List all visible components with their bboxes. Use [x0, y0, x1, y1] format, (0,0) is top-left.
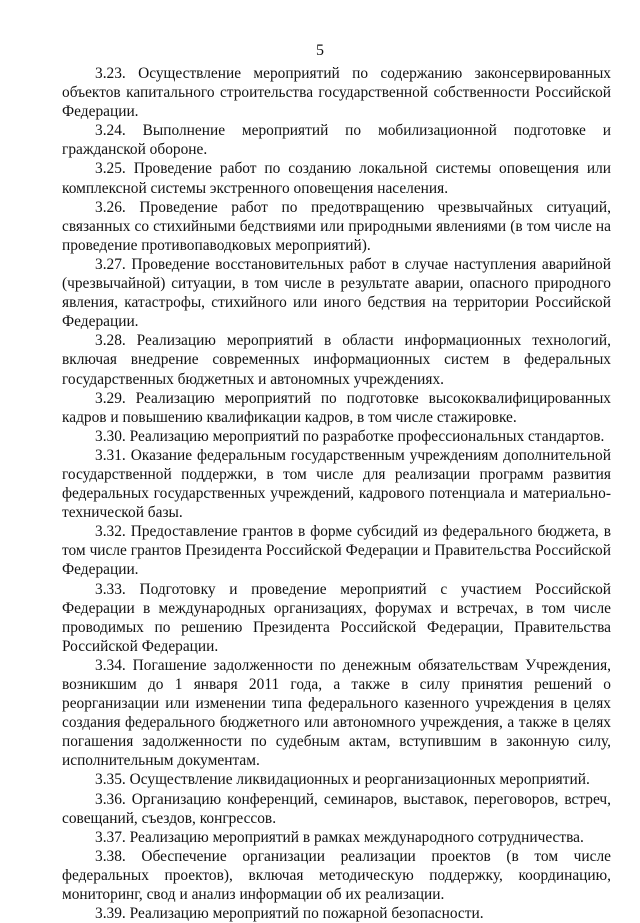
- clause-3-32: 3.32. Предоставление грантов в форме субсидий из федерального бюджета, в том числе грантов Президента Российской Федерации и Правительства Российской Федерации.: [62, 523, 611, 579]
- clause-3-27: 3.27. Проведение восстановительных работ в случае наступления аварийной (чрезвычайной) ситуации, в том числе в результате аварии, опасного природного явления, катастрофы, стихийного или иного бедствия на территории Российской Федерации.: [62, 255, 611, 331]
- clause-3-37: 3.37. Реализацию мероприятий в рамках международного сотрудничества.: [95, 828, 584, 846]
- clause-3-31: 3.31. Оказание федеральным государственным учреждениям дополнительной государственной поддержки, в том числе для реализации программ развития федеральных государственных учреждений, кадрового потенциала и материально-технической базы.: [62, 446, 611, 522]
- clause-3-26: 3.26. Проведение работ по предотвращению чрезвычайных ситуаций, связанных со стихийными бедствиями или природными явлениями (в том числе на проведение противопаводковых мероприятий).: [62, 198, 611, 254]
- clause-3-28: 3.28. Реализацию мероприятий в области информационных технологий, включая внедрение современных информационных систем в федеральных государственных бюджетных и автономных учреждениях.: [62, 332, 611, 388]
- clause-3-35: 3.35. Осуществление ликвидационных и реорганизационных мероприятий.: [95, 771, 590, 789]
- clause-3-24: 3.24. Выполнение мероприятий по мобилизационной подготовке и гражданской обороне.: [62, 122, 611, 159]
- clause-3-36: 3.36. Организацию конференций, семинаров, выставок, переговоров, встреч, совещаний, съездов, конгрессов.: [62, 790, 611, 827]
- clause-3-33: 3.33. Подготовку и проведение мероприятий с участием Российской Федерации в международных организациях, форумах и встречах, в том числе проводимых по решению Президента Российской Федерации, Правительства Российской Федерации.: [62, 580, 611, 655]
- clause-3-39: 3.39. Реализацию мероприятий по пожарной безопасности.: [95, 905, 484, 923]
- clause-3-25: 3.25. Проведение работ по созданию локальной системы оповещения или комплексной системы экстренного оповещения населения.: [62, 160, 611, 197]
- clause-3-38: 3.38. Обеспечение организации реализации проектов (в том числе федеральных проектов), включая методическую поддержку, координацию, мониторинг, свод и анализ информации об их реализации.: [62, 847, 611, 904]
- clause-3-30: 3.30. Реализацию мероприятий по разработке профессиональных стандартов.: [95, 427, 605, 445]
- clause-3-29: 3.29. Реализацию мероприятий по подготовке высококвалифицированных кадров и повышению квалификации кадров, в том числе стажировке.: [62, 389, 611, 426]
- page-number: 5: [316, 42, 324, 59]
- clause-3-23: 3.23. Осуществление мероприятий по содержанию законсервированных объектов капитального строительства государственной собственности Российской Федерации.: [62, 65, 611, 121]
- document-body: [62, 64, 611, 923]
- clause-3-34: 3.34. Погашение задолженности по денежным обязательствам Учреждения, возникшим до 1 января 2011 года, а также в силу принятия решений о реорганизации или изменении типа федерального казенного учреждения в целях создания федерального бюджетного или автономного учреждения, а также в целях погашения задолженности по судебным актам, вступившим в законную силу, исполнительным документам.: [62, 656, 611, 770]
